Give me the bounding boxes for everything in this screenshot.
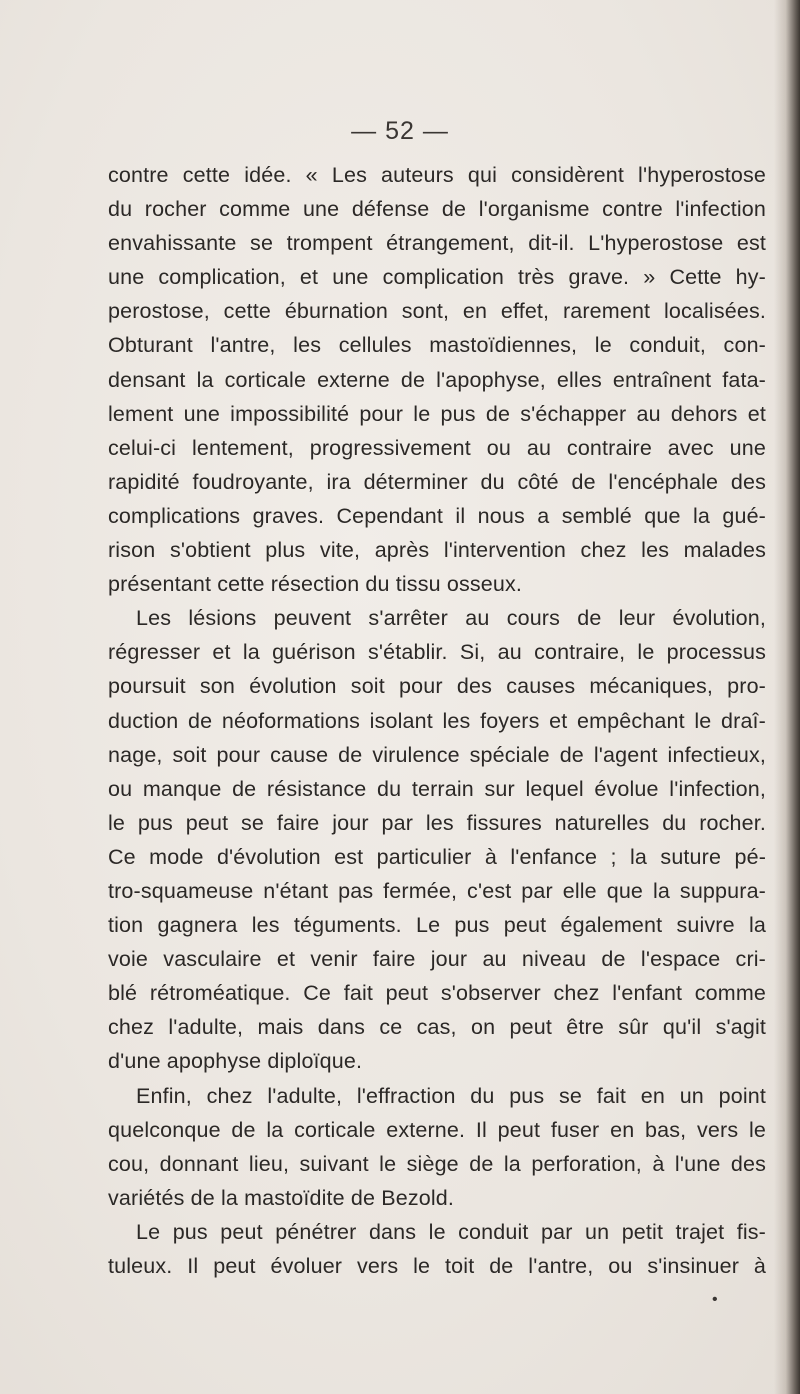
text-line: ou manque de résistance du terrain sur lequel évolue l'infection,: [108, 776, 766, 801]
text-line: nage, soit pour cause de virulence spéciale de l'agent infectieux,: [108, 742, 766, 767]
text-line: Le pus peut pénétrer dans le conduit par un petit trajet fis-: [136, 1219, 766, 1244]
text-line: le pus peut se faire jour par les fissures naturelles du rocher.: [108, 810, 766, 835]
footer-mark: •: [712, 1291, 718, 1308]
text-line: variétés de la mastoïdite de Bezold.: [108, 1185, 455, 1210]
body-text: [108, 158, 766, 1283]
text-line: complications graves. Cependant il nous a semblé que la gué-: [108, 503, 766, 528]
page-number: — 52 —: [351, 117, 449, 145]
text-line: cou, donnant lieu, suivant le siège de la perforation, à l'une des: [108, 1151, 766, 1176]
text-line: chez l'adulte, mais dans ce cas, on peut être sûr qu'il s'agit: [108, 1015, 766, 1040]
text-line: tro-squameuse n'étant pas fermée, c'est par elle que la suppura-: [108, 878, 766, 903]
text-line: Ce mode d'évolution est particulier à l'enfance ; la suture pé-: [108, 844, 766, 869]
text-line: voie vasculaire et venir faire jour au niveau de l'espace cri-: [108, 947, 766, 972]
text-line: contre cette idée. « Les auteurs qui considèrent l'hyperostose: [108, 163, 766, 187]
text-line: poursuit son évolution soit pour des causes mécaniques, pro-: [108, 674, 766, 699]
text-line: densant la corticale externe de l'apophyse, elles entraînent fata-: [108, 367, 766, 392]
text-line: perostose, cette éburnation sont, en effet, rarement localisées.: [108, 299, 766, 324]
text-line: régresser et la guérison s'établir. Si, au contraire, le processus: [108, 640, 766, 665]
text-line: rison s'obtient plus vite, après l'intervention chez les malades: [108, 538, 766, 563]
page-edge-shadow: [774, 0, 800, 1394]
text-line: blé rétroméatique. Ce fait peut s'observer chez l'enfant comme: [108, 981, 766, 1006]
text-line: d'une apophyse diploïque.: [108, 1049, 363, 1074]
text-line: une complication, et une complication très grave. » Cette hy-: [108, 265, 766, 290]
text-line: du rocher comme une défense de l'organisme contre l'infection: [108, 197, 766, 222]
text-line: Enfin, chez l'adulte, l'effraction du pus se fait en un point: [136, 1083, 766, 1108]
text-line: celui-ci lentement, progressivement ou au contraire avec une: [108, 435, 766, 460]
text-line: tuleux. Il peut évoluer vers le toit de l'antre, ou s'insinuer à: [108, 1254, 766, 1278]
text-line: duction de néoformations isolant les foyers et empêchant le draî-: [108, 708, 766, 733]
text-line: rapidité foudroyante, ira déterminer du côté de l'encéphale des: [108, 469, 766, 494]
text-line: quelconque de la corticale externe. Il peut fuser en bas, vers le: [108, 1117, 766, 1142]
text-line: Obturant l'antre, les cellules mastoïdiennes, le conduit, con-: [108, 333, 766, 358]
text-line: Les lésions peuvent s'arrêter au cours de leur évolution,: [136, 606, 766, 631]
text-line: envahissante se trompent étrangement, dit-il. L'hyperostose est: [108, 231, 766, 256]
text-line: lement une impossibilité pour le pus de s'échapper au dehors et: [108, 401, 766, 426]
text-line: présentant cette résection du tissu osseux.: [108, 572, 522, 597]
text-line: tion gagnera les téguments. Le pus peut également suivre la: [108, 913, 766, 938]
